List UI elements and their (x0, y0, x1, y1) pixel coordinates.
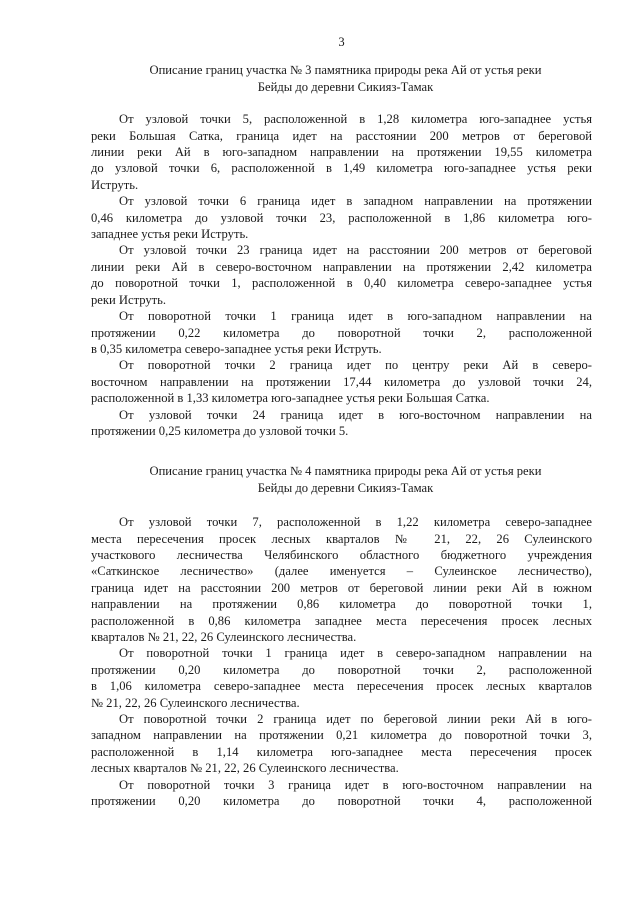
paragraph-line: в 0,35 километра северо-западнее устья реки Иструть. (91, 341, 382, 356)
paragraph (91, 645, 592, 711)
section-title (91, 62, 592, 95)
paragraph-line: № 21, 22, 26 Сулеинского лесничества. (91, 695, 300, 710)
paragraph (91, 111, 592, 193)
paragraph-line: участкового лесничества Челябинского областного бюджетного учреждения (91, 547, 592, 562)
paragraph-line: расположенной в 1,33 километра юго-западнее устья реки Большая Сатка. (91, 391, 490, 406)
paragraph-line: Иструть. (91, 177, 139, 192)
paragraph-line: лесных кварталов № 21, 22, 26 Сулеинского лесничества. (91, 761, 399, 776)
paragraph-line: От узловой точки 6 граница идет в западном направлении на протяжении (119, 194, 592, 209)
paragraph-line: «Саткинское лесничество» (далее именуется – Сулеинское лесничество), (91, 564, 592, 579)
paragraph-line: до узловой точки 6, расположенной в 1,49 километра юго-западнее устья реки (91, 161, 592, 176)
paragraph-line: в 1,06 километра северо-западнее места пересечения просек лесных кварталов (91, 679, 592, 694)
paragraph-line: расположенной в 1,14 километра юго-западнее места пересечения просек (91, 744, 592, 759)
section-title (91, 463, 592, 496)
paragraph-line: От поворотной точки 2 граница идет по береговой линии реки Ай в юго- (119, 712, 592, 727)
paragraph-line: восточном направлении на протяжении 17,44 километра до узловой точки 24, (91, 374, 592, 389)
paragraph-line: протяжении 0,25 километра до узловой точки 5. (91, 423, 349, 438)
section-3 (91, 62, 592, 439)
paragraph (91, 711, 592, 777)
paragraph-line: реки Большая Сатка, граница идет на расстоянии 200 метров от береговой (91, 128, 592, 143)
paragraph-line: протяжении 0,20 километра до поворотной точки 2, расположенной (91, 662, 592, 677)
paragraph-line: От узловой точки 5, расположенной в 1,28 километра юго-западнее устья (119, 112, 592, 127)
paragraph-line: западном направлении на протяжении 0,21 километра до поворотной точки 3, (91, 728, 592, 743)
paragraph-line: От узловой точки 23 граница идет на расстоянии 200 метров от береговой (119, 243, 592, 258)
paragraph (91, 514, 592, 645)
paragraph-line: протяжении 0,22 километра до поворотной точки 2, расположенной (91, 325, 592, 340)
paragraph (91, 777, 592, 810)
section-body (91, 111, 592, 439)
paragraph-line: линии реки Ай в юго-западном направлении на протяжении 19,55 километра (91, 145, 592, 160)
paragraph (91, 193, 592, 242)
paragraph (91, 308, 592, 357)
paragraph-line: линии реки Ай в северо-восточном направлении на протяжении 2,42 километра (91, 259, 592, 274)
section-4 (91, 463, 592, 809)
paragraph-line: От поворотной точки 2 граница идет по центру реки Ай в северо- (119, 358, 592, 373)
paragraph-line: протяжении 0,20 километра до поворотной точки 4, расположенной (91, 794, 592, 809)
paragraph-line: кварталов № 21, 22, 26 Сулеинского лесничества. (91, 630, 357, 644)
paragraph-line: граница идет на расстоянии 200 метров от береговой линии реки Ай в южном (91, 580, 592, 595)
paragraph-line: От поворотной точки 1 граница идет в северо-западном направлении на (119, 646, 592, 661)
paragraph-line: От узловой точки 24 граница идет в юго-восточном направлении на (119, 407, 592, 422)
section-body (91, 514, 592, 809)
section-title-line: Бейды до деревни Сикияз-Тамак (257, 79, 434, 94)
paragraph (91, 242, 592, 308)
paragraph-line: От поворотной точки 3 граница идет в юго-восточном направлении на (119, 777, 592, 792)
paragraph-line: От поворотной точки 1 граница идет в юго-западном направлении на (119, 309, 592, 324)
paragraph-line: места пересечения просек лесных кварталов № 21, 22, 26 Сулеинского (91, 531, 592, 546)
section-title-line: Описание границ участка № 4 памятника природы река Ай от устья реки (149, 464, 542, 479)
paragraph-line: реки Иструть. (91, 292, 167, 307)
section-title-line: Описание границ участка № 3 памятника природы река Ай от устья реки (149, 63, 542, 78)
paragraph-line: направлении на протяжении 0,86 километра до поворотной точки 1, (91, 597, 592, 612)
paragraph-line: расположенной в 0,86 километра западнее места пересечения просек лесных (91, 613, 592, 628)
section-title-line: Бейды до деревни Сикияз-Тамак (257, 480, 434, 495)
paragraph-line: 0,46 километра до узловой точки 23, расположенной в 1,86 километра юго- (91, 210, 592, 225)
paragraph-line: до поворотной точки 1, расположенной в 0,40 километра северо-западнее устья (91, 276, 592, 291)
page-number: 3 (338, 35, 345, 49)
paragraph-line: От узловой точки 7, расположенной в 1,22 километра северо-западнее (119, 515, 592, 530)
paragraph (91, 407, 592, 440)
paragraph (91, 357, 592, 406)
paragraph-line: западнее устья реки Иструть. (91, 227, 249, 242)
